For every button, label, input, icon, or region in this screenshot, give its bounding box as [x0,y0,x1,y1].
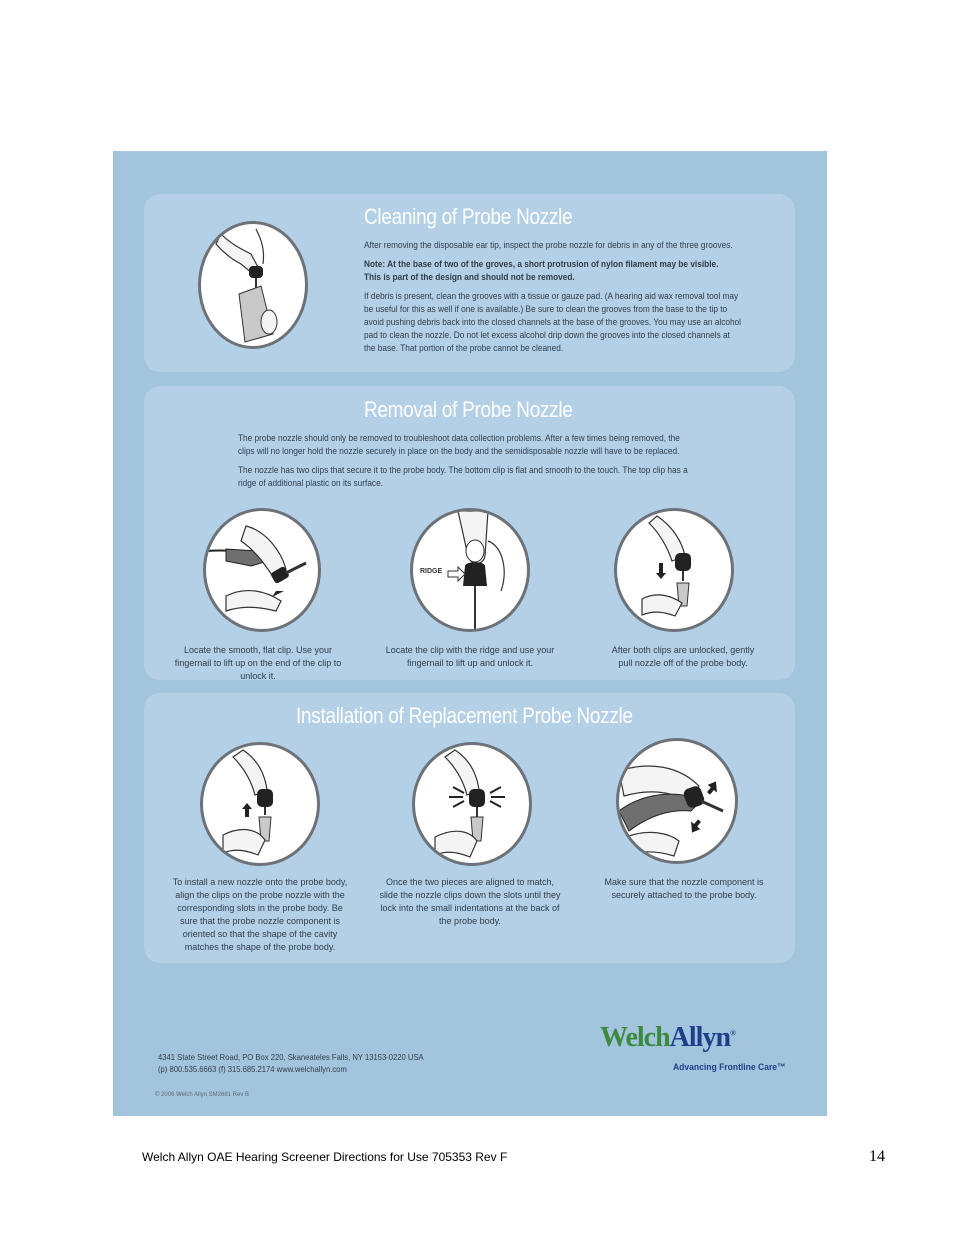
installation-illustration-1 [200,742,320,866]
cleaning-note: Note: At the base of two of the groves, a short protrusion of nylon filament may be visible. This is part of the design and should not be removed. [364,259,719,282]
align-nozzle-illustration [203,745,317,863]
ridge-label: RIDGE [420,568,443,575]
address-line-1: 4341 State Street Road, PO Box 220, Skaneateles Falls, NY 13153-0220 USA [158,1052,424,1062]
removal-title: Removal of Probe Nozzle [364,397,573,422]
installation-caption-2: Once the two pieces are aligned to match, slide the nozzle clips down the slots until they lock into the small indentations at the back of the probe body. [379,877,561,926]
installation-illustration-3 [616,738,738,864]
copyright: © 2006 Welch Allyn SM2681 Rev B [155,1092,250,1098]
company-address [158,1051,424,1075]
installation-caption-1: To install a new nozzle onto the probe body, align the clips on the probe nozzle with the corresponding slots in the probe body. Be sure that the probe nozzle component is oriented so that the shape of the cavity matches the shape of the probe body. [172,877,348,952]
removal-caption-3: After both clips are unlocked, gently pull nozzle off of the probe body. [611,645,755,668]
slide-clips-illustration [415,745,529,863]
tagline: Advancing Frontline Care™ [673,1062,786,1073]
removal-text [238,432,689,496]
removal-caption-2: Locate the clip with the ridge and use your fingernail to lift up and unlock it. [385,645,555,668]
welch-allyn-logo [600,1022,786,1082]
flat-clip-illustration [206,511,318,629]
logo-welch: Welch [600,1022,670,1053]
logo-wordmark [600,1022,735,1054]
removal-illustration-1 [203,508,321,632]
cleaning-text [364,239,741,361]
logo-registered-mark: ® [730,1028,736,1038]
address-line-2: (p) 800.535.6663 (f) 315.685.2174 www.welchallyn.com [158,1064,347,1074]
installation-caption-3: Make sure that the nozzle component is securely attached to the probe body. [604,877,764,900]
cleaning-illustration [198,221,308,349]
secure-attach-illustration [619,741,735,861]
removal-illustration-3 [614,508,734,632]
logo-allyn: Allyn [669,1022,731,1053]
hand-tissue-illustration [201,224,305,346]
removal-para-1: The probe nozzle should only be removed to troubleshoot data collection problems. After a few times being removed, the clips will no longer hold the nozzle securely in place on the body and the semidisposable nozzle will have to be replaced. [238,433,680,456]
installation-title: Installation of Replacement Probe Nozzle [296,703,633,728]
removal-caption-1: Locate the smooth, flat clip. Use your fingernail to lift up on the end of the clip to unlock it. [174,645,342,681]
cleaning-para-1: After removing the disposable ear tip, inspect the probe nozzle for debris in any of the three grooves. [364,240,733,250]
pull-nozzle-illustration [617,511,731,629]
document-footer: Welch Allyn OAE Hearing Screener Directions for Use 705353 Rev F [142,1150,508,1164]
installation-illustration-2 [412,742,532,866]
cleaning-title: Cleaning of Probe Nozzle [364,204,573,229]
cleaning-para-2: If debris is present, clean the grooves with a tissue or gauze pad. (A hearing aid wax removal tool may be useful for this as well if one is available.) Be sure to clean the grooves from the base to the tip to avoid pushing debris back into the closed channels at the base of the grooves. You may use an alcohol pad to clean the nozzle. Do not let excess alcohol drip down the grooves into the closed channels at the base. That portion of the probe cannot be cleaned. [364,291,741,353]
page-number: 14 [869,1148,885,1165]
removal-para-2: The nozzle has two clips that secure it to the probe body. The bottom clip is flat and smooth to the touch. The top clip has a ridge of additional plastic on its surface. [238,465,688,488]
